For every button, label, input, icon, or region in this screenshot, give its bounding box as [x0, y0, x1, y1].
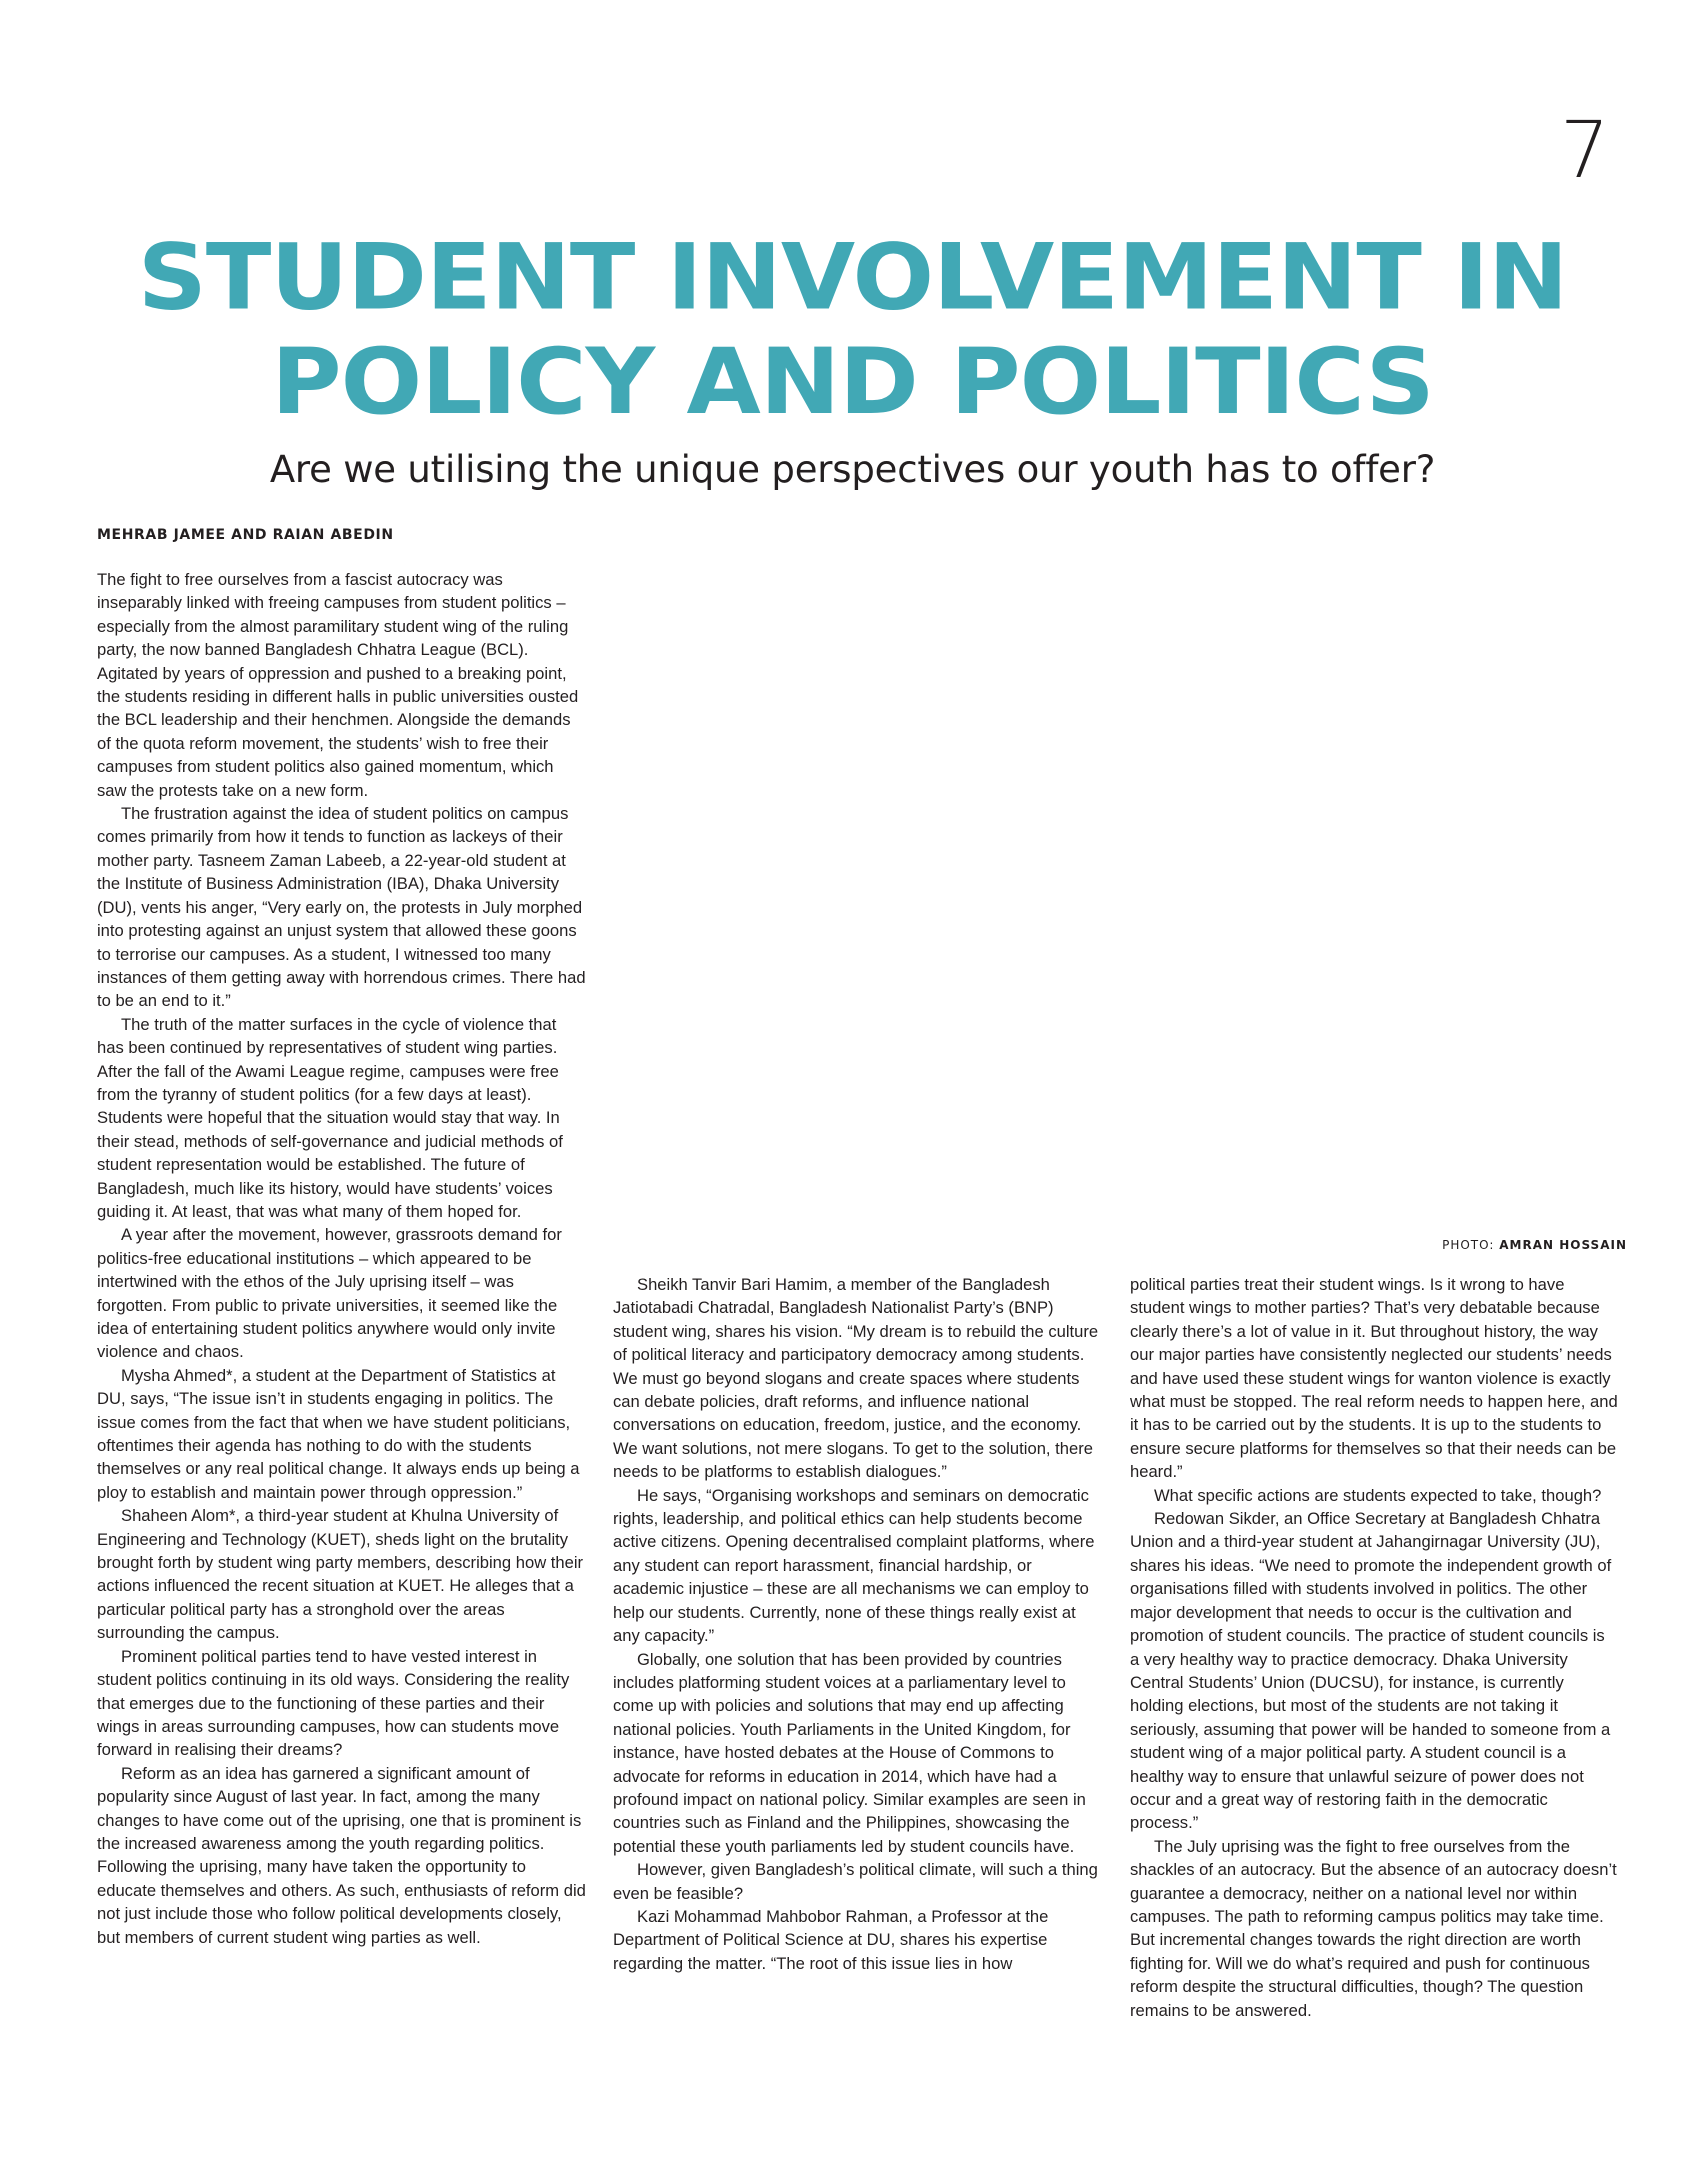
paragraph: What specific actions are students expected to take, though? — [1154, 1485, 1602, 1505]
paragraph: Redowan Sikder, an Office Secretary at Bangladesh Chhatra Union and a third-year student at Jahangirnagar University (JU), shares his ideas. “We need to promote the independent growth of organisations filled with students involved in politics. The other major development that needs to occur is the cultivation and promotion of student councils. The practice of student councils is a very healthy way to practice democracy. Dhaka University Central Students’ Union (DUCSU), for instance, is currently holding elections, but most of the students are not taking it seriously, assuming that power will be handed to someone from a student wing of a major political party. A student council is a healthy way to ensure that unlawful seizure of power does not occur and a great way of restoring faith in the democratic process.” — [1130, 1509, 1612, 1833]
article-column-2 — [613, 1273, 1099, 1975]
photo-credit — [1442, 1238, 1627, 1252]
page-number: 7 — [1560, 106, 1610, 196]
paragraph: Prominent political parties tend to have vested interest in student politics continuing in its old ways. Considering the reality that emerges due to the functioning of these parties and their wings in areas surrounding campuses, how can students move forward in realising their dreams? — [97, 1646, 570, 1760]
paragraph: Sheikh Tanvir Bari Hamim, a member of the Bangladesh Jatiotabadi Chatradal, Bangladesh Nationalist Party’s (BNP) student wing, shares his vision. “My dream is to rebuild the culture of political literacy and participatory democracy among students. We must go beyond slogans and create spaces where students can debate policies, draft reforms, and influence national conversations on education, freedom, justice, and the economy. We want solutions, not mere slogans. To get to the solution, there needs to be platforms to establish dialogues.” — [613, 1275, 1099, 1482]
paragraph: The fight to free ourselves from a fascist autocracy was inseparably linked with freeing campuses from student politics – especially from the almost paramilitary student wing of the ruling party, the now banned Bangladesh Chhatra League (BCL). Agitated by years of oppression and pushed to a breaking point, the students residing in different halls in public universities ousted the BCL leadership and their henchmen. Alongside the demands of the quota reform movement, the students’ wish to free their campuses from student politics also gained momentum, which saw the protests take on a new form. — [97, 570, 579, 800]
paragraph: Kazi Mohammad Mahbobor Rahman, a Professor at the Department of Political Science at DU, shares his expertise regarding the matter. “The root of this issue lies in how — [613, 1906, 1049, 1973]
paragraph: Shaheen Alom*, a third-year student at Khulna University of Engineering and Technology (KUET), sheds light on the brutality brought forth by student wing party members, describing how their actions influenced the recent situation at KUET. He alleges that a particular political party has a stronghold over the areas surrounding the campus. — [97, 1506, 584, 1643]
subtitle: Are we utilising the unique perspectives our youth has to offer? — [269, 448, 1436, 491]
paragraph: The frustration against the idea of student politics on campus comes primarily from how it tends to function as lackeys of their mother party. Tasneem Zaman Labeeb, a 22-year-old student at the Institute of Business Administration (IBA), Dhaka University (DU), vents his anger, “Very early on, the protests in July morphed into protesting against an unjust system that allowed these goons to terrorise our campuses. As a student, I witnessed too many instances of them getting away with horrendous crimes. There had to be an end to it.” — [97, 804, 586, 1011]
photo-credit-label: PHOTO: — [1442, 1238, 1500, 1252]
paragraph: However, given Bangladesh’s political climate, will such a thing even be feasible? — [613, 1860, 1098, 1903]
photo-area — [613, 525, 1628, 1225]
paragraph: The truth of the matter surfaces in the cycle of violence that has been continued by representatives of student wing parties. After the fall of the Awami League regime, campuses were free from the tyranny of student politics (for a few days at least). Students were hopeful that the situation would stay that way. In their stead, methods of self-governance and judicial methods of student representation would be established. The future of Bangladesh, much like its history, would have students’ voices guiding it. At least, that was what many of them hoped for. — [97, 1014, 563, 1221]
paragraph: He says, “Organising workshops and seminars on democratic rights, leadership, and political ethics can help students become active citizens. Opening decentralised complaint platforms, where any student can report harassment, financial hardship, or academic injustice – these are all mechanisms we can employ to help our students. Currently, none of these things really exist at any capacity.” — [613, 1485, 1095, 1646]
photo-credit-name: AMRAN HOSSAIN — [1499, 1238, 1627, 1252]
article-column-3 — [1130, 1273, 1618, 2022]
paragraph: Mysha Ahmed*, a student at the Department of Statistics at DU, says, “The issue isn’t in students engaging in politics. The issue comes from the fact that when we have student politicians, oftentimes their agenda has nothing to do with the students themselves or any real political change. It always ends up being a ploy to establish and maintain power through oppression.” — [97, 1365, 580, 1502]
paragraph: Reform as an idea has garnered a significant amount of popularity since August of last year. In fact, among the many changes to have come out of the uprising, one that is prominent is the increased awareness among the youth regarding politics. Following the uprising, many have taken the opportunity to educate themselves and others. As such, enthusiasts of reform did not just include those who follow political developments closely, but members of current student wing parties as well. — [97, 1763, 586, 1947]
headline-line-2: POLICY AND POLITICS — [271, 328, 1434, 435]
paragraph: A year after the movement, however, grassroots demand for politics-free educational institutions – which appeared to be intertwined with the ethos of the July uprising itself – was forgotten. From public to private universities, it seemed like the idea of entertaining student politics anywhere would only invite violence and chaos. — [97, 1225, 562, 1362]
headline — [0, 225, 1705, 434]
paragraph: political parties treat their student wings. Is it wrong to have student wings to mother parties? That’s very debatable because clearly there’s a lot of value in it. But throughout history, the way our major parties have consistently neglected our students’ needs and have used these student wings for wanton violence is exactly what must be stopped. The real reform needs to happen here, and it has to be carried out by the students. It is up to the students to ensure secure platforms for themselves so that their needs can be heard.” — [1130, 1275, 1618, 1482]
article-column-1 — [97, 568, 587, 1949]
paragraph: Globally, one solution that has been provided by countries includes platforming student voices at a parliamentary level to come up with policies and solutions that may end up affecting national policies. Youth Parliaments in the United Kingdom, for instance, have hosted debates at the House of Commons to advocate for reforms in education in 2014, which have had a profound impact on national policy. Similar examples are seen in countries such as Finland and the Philippines, showcasing the potential these youth parliaments led by student councils have. — [613, 1649, 1086, 1856]
byline: MEHRAB JAMEE AND RAIAN ABEDIN — [97, 527, 394, 543]
headline-line-1: STUDENT INVOLVEMENT IN — [137, 224, 1568, 331]
paragraph: The July uprising was the fight to free ourselves from the shackles of an autocracy. But the absence of an autocracy doesn’t guarantee a democracy, neither on a national level nor within campuses. The path to reforming campus politics may take time. But incremental changes towards the right direction are worth fighting for. Will we do what’s required and push for continuous reform despite the structural difficulties, though? The question remains to be answered. — [1130, 1836, 1617, 2020]
